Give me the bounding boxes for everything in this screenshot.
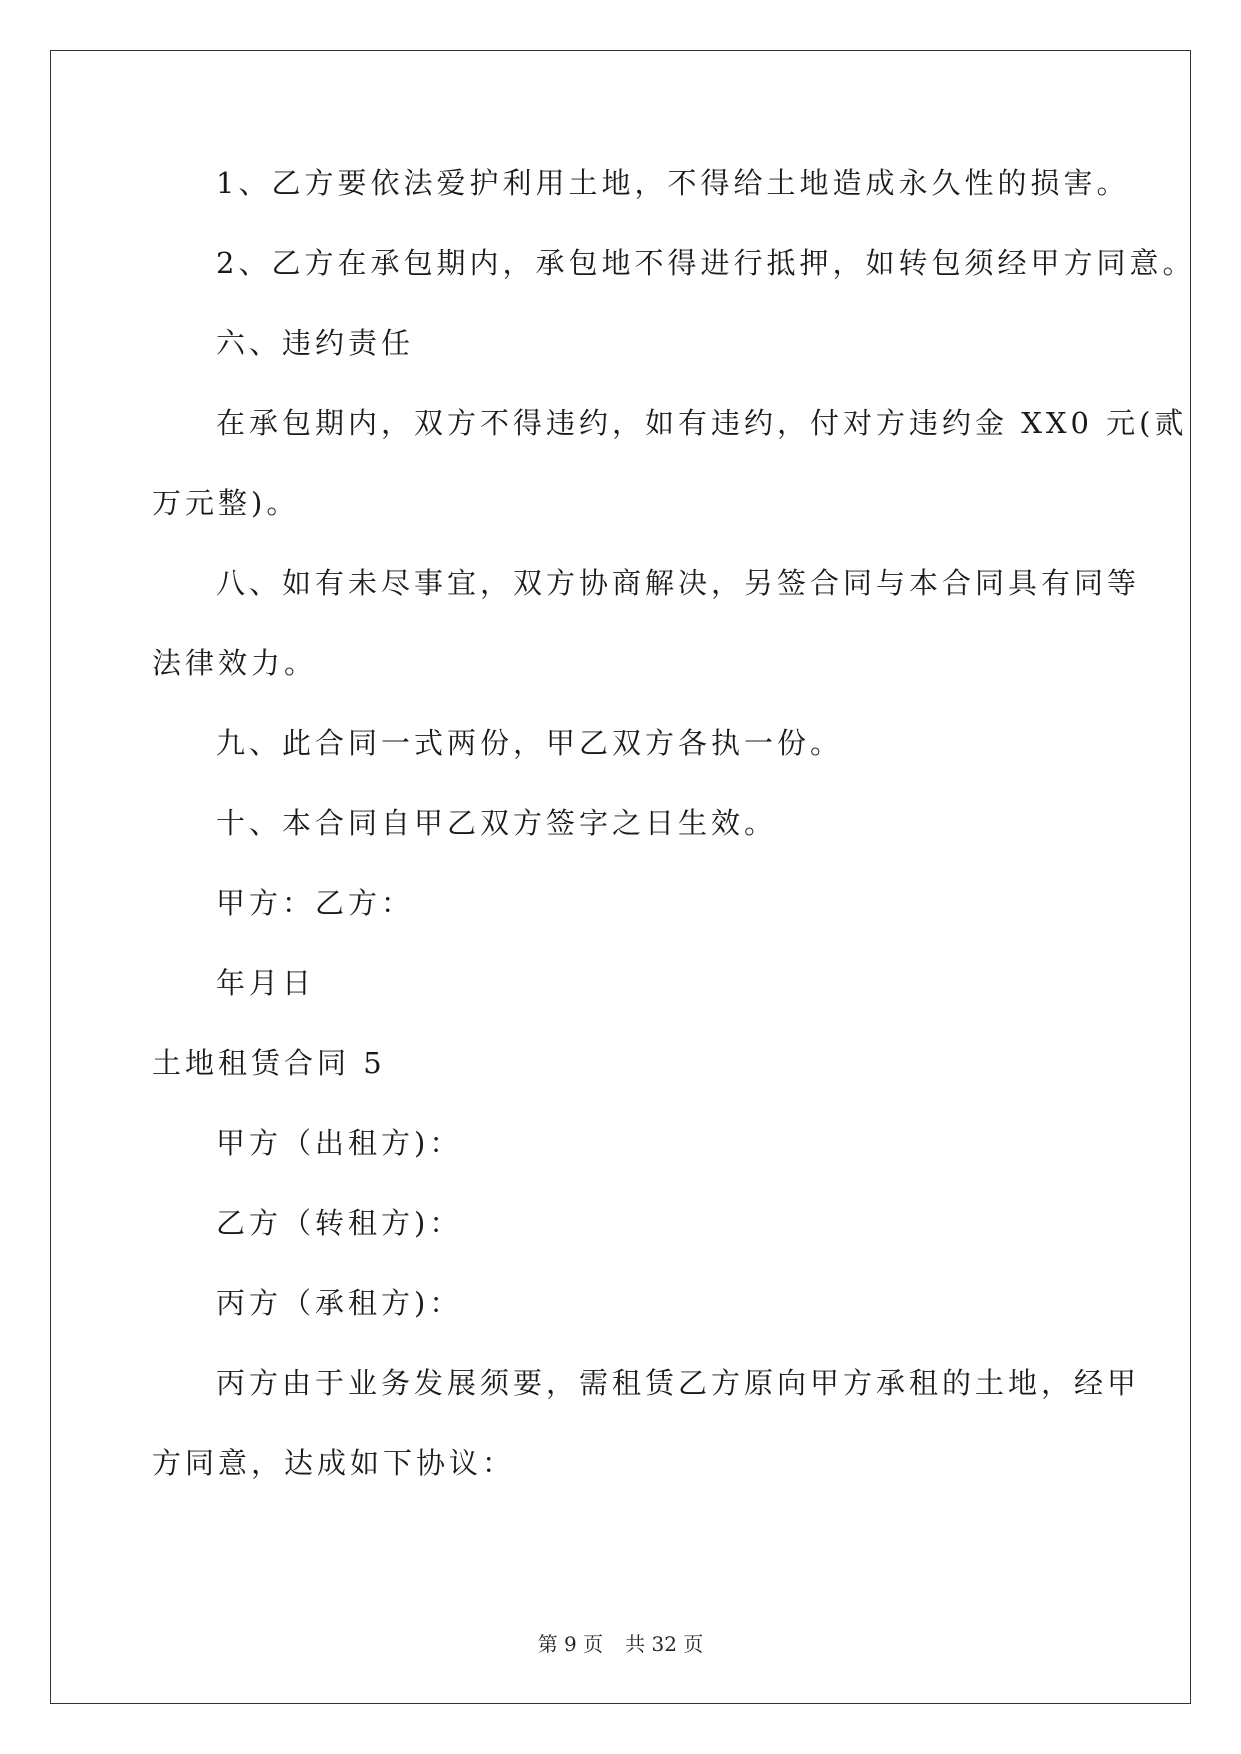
- page-total: 共 32 页: [625, 1632, 704, 1656]
- party-line: 乙方（转租方)：: [216, 1206, 463, 1240]
- paragraph-line: 2、乙方在承包期内，承包地不得进行抵押，如转包须经甲方同意。: [216, 246, 1196, 280]
- paragraph-line: 在承包期内，双方不得违约，如有违约，付对方违约金 XX0 元(贰: [216, 406, 1188, 440]
- page-number: 第 9 页: [537, 1632, 604, 1656]
- paragraph-line: 九、此合同一式两份，甲乙双方各执一份。: [216, 726, 844, 760]
- signature-line: 甲方：乙方：: [216, 886, 415, 920]
- document-title: 土地租赁合同 5: [152, 1046, 386, 1080]
- party-line: 丙方（承租方)：: [216, 1286, 463, 1320]
- paragraph-line: 八、如有未尽事宜，双方协商解决，另签合同与本合同具有同等: [216, 566, 1141, 600]
- paragraph-line: 法律效力。: [152, 646, 318, 680]
- paragraph-line: 万元整)。: [152, 486, 300, 520]
- paragraph-line: 1、乙方要依法爱护利用土地，不得给土地造成永久性的损害。: [216, 166, 1130, 200]
- section-heading: 六、违约责任: [216, 326, 415, 360]
- date-line: 年月日: [216, 966, 316, 1000]
- page-footer: [0, 1628, 1241, 1657]
- paragraph-line: 方同意，达成如下协议：: [152, 1446, 516, 1480]
- paragraph-line: 丙方由于业务发展须要，需租赁乙方原向甲方承租的土地，经甲: [216, 1366, 1141, 1400]
- party-line: 甲方（出租方)：: [216, 1126, 463, 1160]
- paragraph-line: 十、本合同自甲乙双方签字之日生效。: [216, 806, 778, 840]
